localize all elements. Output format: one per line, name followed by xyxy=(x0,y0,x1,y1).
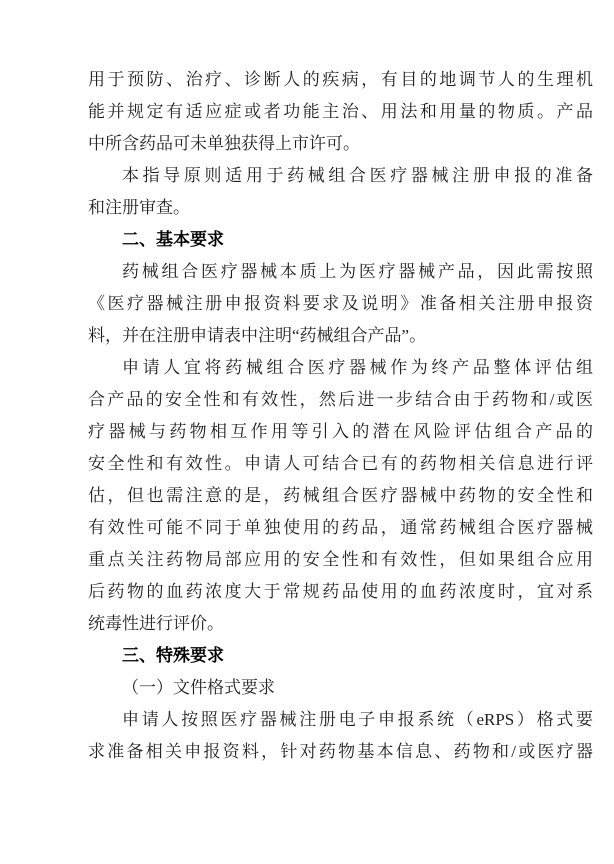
doc-line: 统毒性进行评价。 xyxy=(88,614,224,633)
doc-line: 和注册审查。 xyxy=(88,198,190,217)
subsection-heading: （一）文件格式要求 xyxy=(122,678,275,697)
doc-line: 中所含药品可未单独获得上市许可。 xyxy=(88,134,360,153)
section-heading: 三、特殊要求 xyxy=(122,646,224,665)
doc-line: 《医疗器械注册申报资料要求及说明》准备相关注册申报资 xyxy=(88,294,593,313)
doc-line: 估，但也需注意的是，药械组合医疗器械中药物的安全性和 xyxy=(88,486,593,505)
doc-line: 本指导原则适用于药械组合医疗器械注册申报的准备 xyxy=(122,166,593,185)
doc-line: 安全性和有效性。申请人可结合已有的药物相关信息进行评 xyxy=(88,454,593,473)
doc-line: 有效性可能不同于单独使用的药品，通常药械组合医疗器械 xyxy=(88,518,593,537)
doc-line: 药械组合医疗器械本质上为医疗器械产品，因此需按照 xyxy=(122,262,593,281)
doc-line: 用于预防、治疗、诊断人的疾病，有目的地调节人的生理机 xyxy=(88,70,593,89)
doc-line: 重点关注药物局部应用的安全性和有效性，但如果组合应用 xyxy=(88,550,593,569)
document-content xyxy=(88,64,593,768)
doc-line: 申请人按照医疗器械注册电子申报系统（eRPS）格式要 xyxy=(122,710,593,729)
section-heading: 二、基本要求 xyxy=(122,230,224,249)
doc-line: 疗器械与药物相互作用等引入的潜在风险评估组合产品的 xyxy=(88,422,593,441)
doc-line: 求准备相关申报资料，针对药物基本信息、药物和/或医疗器 xyxy=(88,742,593,761)
doc-line: 申请人宜将药械组合医疗器械作为终产品整体评估组 xyxy=(122,358,593,377)
doc-line: 合产品的安全性和有效性，然后进一步结合由于药物和/或医 xyxy=(88,390,593,409)
doc-line: 后药物的血药浓度大于常规药品使用的血药浓度时，宜对系 xyxy=(88,582,593,601)
doc-line: 能并规定有适应症或者功能主治、用法和用量的物质。产品 xyxy=(88,102,593,121)
doc-line: 料，并在注册申请表中注明“药械组合产品”。 xyxy=(88,326,427,345)
